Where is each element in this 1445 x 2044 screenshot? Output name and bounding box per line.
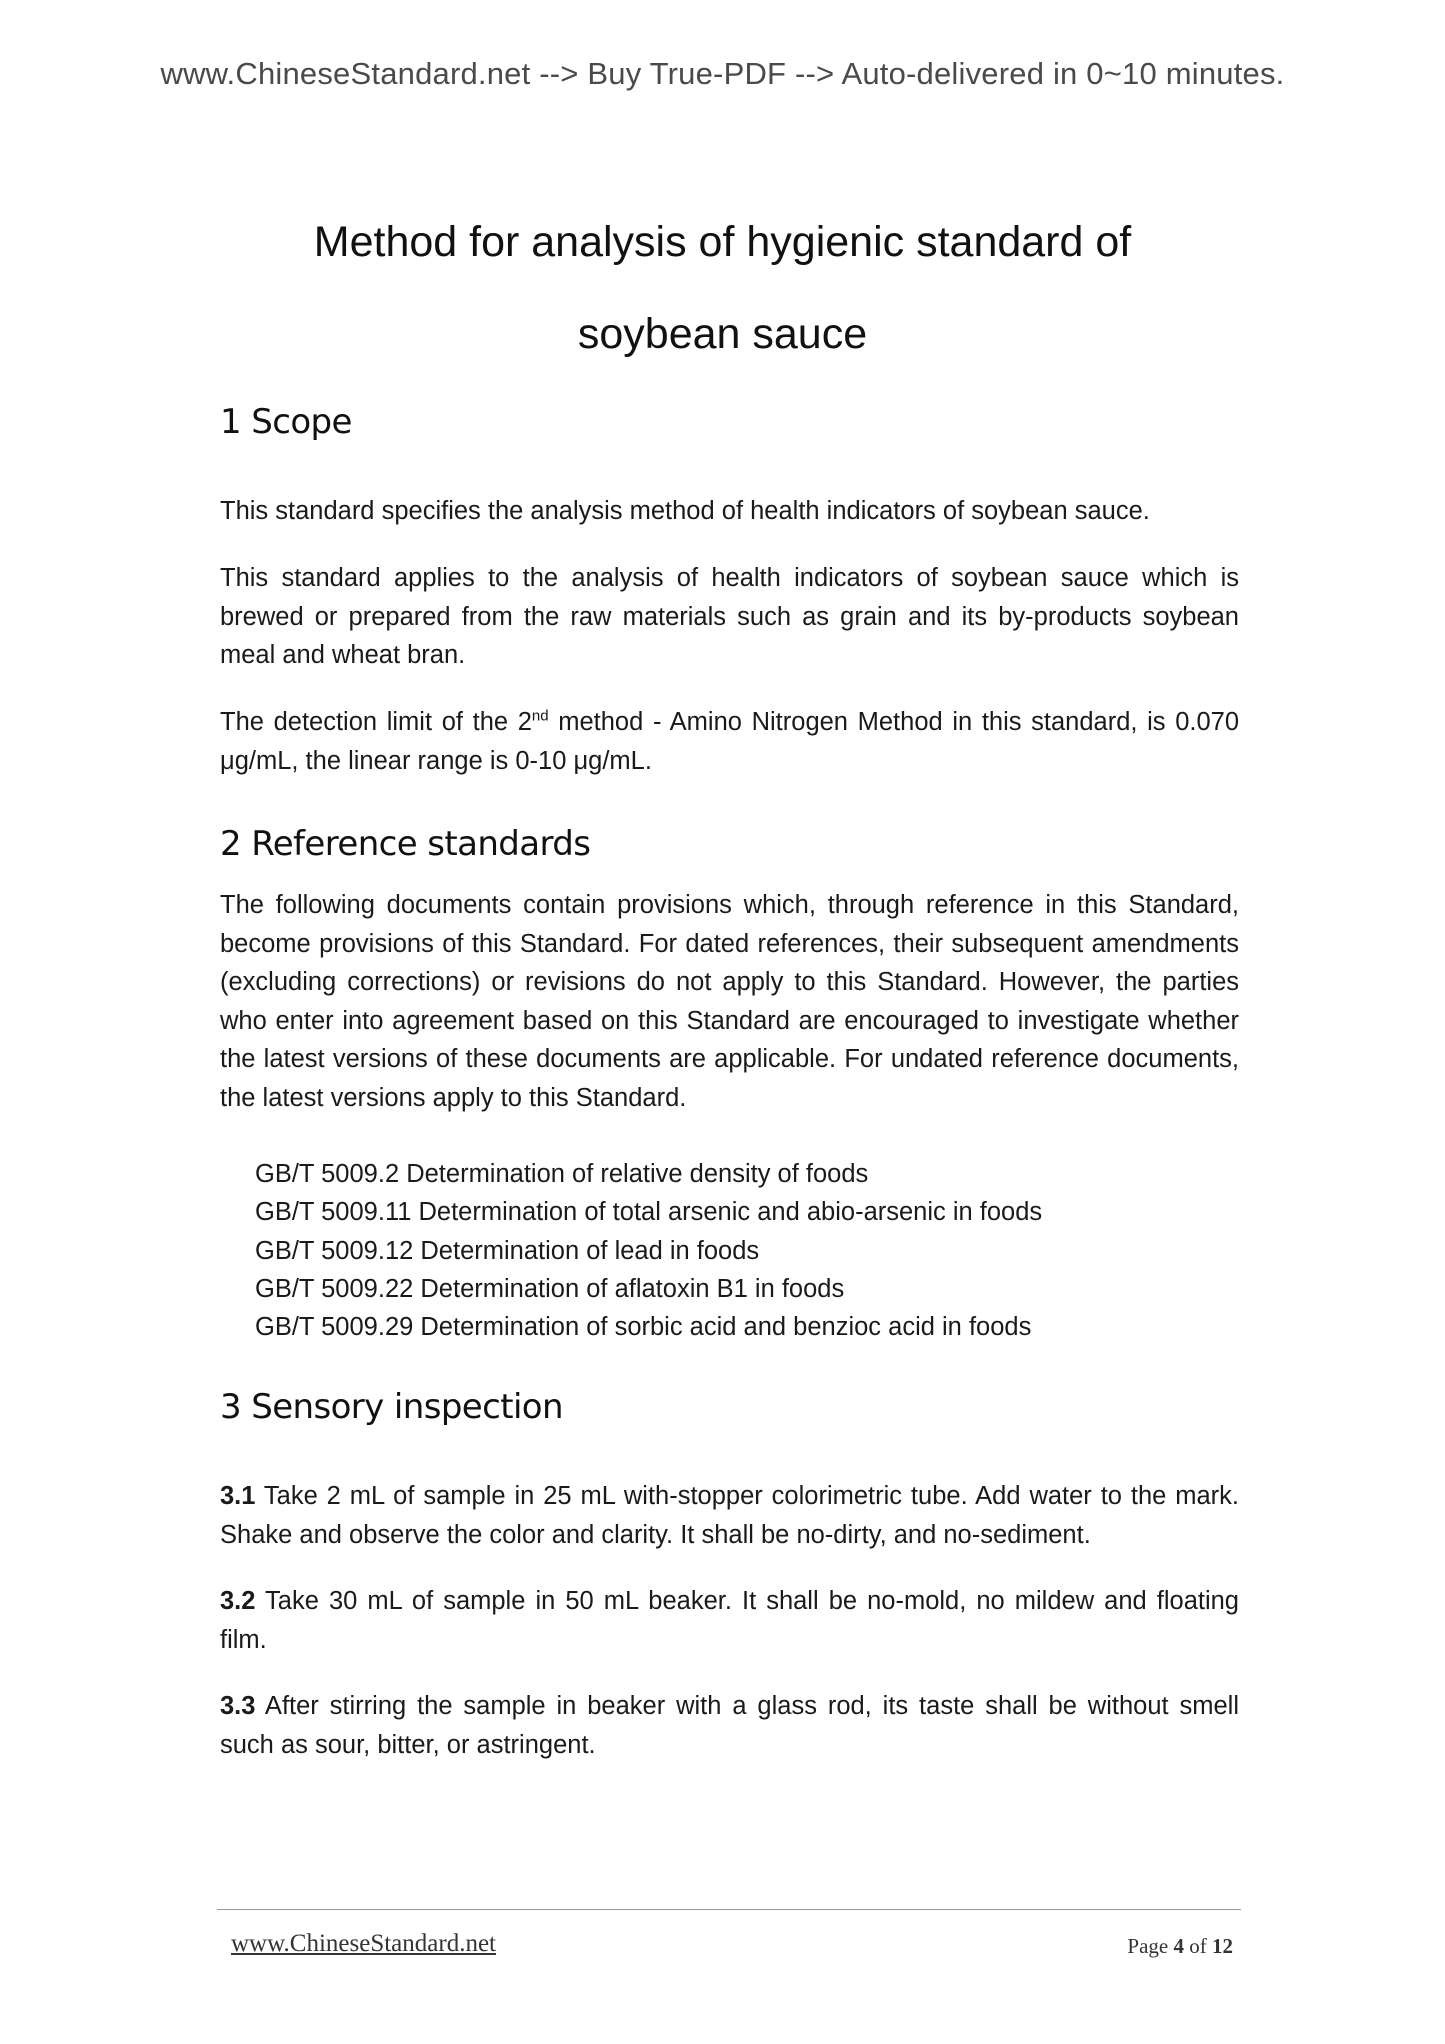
- reference-item: GB/T 5009.29 Determination of sorbic acid and benzioc acid in foods: [255, 1313, 1032, 1342]
- footer-site-link[interactable]: www.ChineseStandard.net: [231, 1930, 496, 1957]
- clause-number: 3.3: [220, 1692, 256, 1720]
- page-current: 4: [1173, 1934, 1184, 1958]
- document-title-line-2: soybean sauce: [577, 310, 868, 358]
- clause-number: 3.2: [220, 1587, 256, 1615]
- clause-text: Take 2 mL of sample in 25 mL with-stopper colorimetric tube. Add water to the mark. Shake and observe the color and clarity. It shall be no-dirty, and no-sediment.: [220, 1482, 1239, 1549]
- section-heading-scope: 1 Scope: [220, 402, 352, 442]
- clause-3-2: [220, 1582, 1239, 1659]
- reference-list: [255, 1155, 1042, 1346]
- page-total: 12: [1212, 1934, 1233, 1958]
- scope-paragraph-1: This standard specifies the analysis method of health indicators of soybean sauce.: [220, 497, 1150, 525]
- page-mid: of: [1184, 1934, 1212, 1958]
- clause-3-1: [220, 1477, 1239, 1554]
- reference-item: GB/T 5009.22 Determination of aflatoxin B1 in foods: [255, 1274, 845, 1303]
- clause-3-3: [220, 1687, 1239, 1764]
- document-title: [0, 196, 1445, 380]
- section-heading-sensory: 3 Sensory inspection: [220, 1387, 563, 1427]
- scope-paragraph-3: [220, 703, 1239, 780]
- references-intro-paragraph: The following documents contain provisions which, through reference in this Standard, become provisions of this Standard. For dated references, their subsequent amendments (excluding corrections) or revisions do not apply to this Standard. However, the parties who enter into agreement based on this Standard are encouraged to investigate whether the latest versions of these documents are applicable. For undated reference documents, the latest versions apply to this Standard.: [220, 891, 1239, 1112]
- page-indicator: [1127, 1934, 1233, 1959]
- clause-text: After stirring the sample in beaker with a glass rod, its taste shall be without smell such as sour, bitter, or astringent.: [220, 1692, 1239, 1759]
- reference-item: GB/T 5009.2 Determination of relative density of foods: [255, 1160, 869, 1188]
- reference-item: GB/T 5009.11 Determination of total arsenic and abio-arsenic in foods: [255, 1198, 1043, 1227]
- top-banner[interactable]: www.ChineseStandard.net --> Buy True-PDF --> Auto-delivered in 0~10 minutes.: [160, 56, 1285, 91]
- scope-p3-start: The detection limit of the 2: [220, 708, 532, 736]
- scope-p3-end: method - Amino Nitrogen Method in this standard, is 0.070 μg/mL, the linear range is 0-10 μg/mL.: [220, 708, 1240, 775]
- ordinal-superscript: nd: [531, 707, 549, 725]
- clause-text: Take 30 mL of sample in 50 mL beaker. It shall be no-mold, no mildew and floating film.: [220, 1587, 1239, 1654]
- reference-item: GB/T 5009.12 Determination of lead in foods: [255, 1236, 760, 1265]
- clause-number: 3.1: [220, 1482, 256, 1510]
- document-title-line-1: Method for analysis of hygienic standard of: [313, 218, 1132, 266]
- scope-paragraph-2: This standard applies to the analysis of health indicators of soybean sauce which is brewed or prepared from the raw materials such as grain and its by-products soybean meal and wheat bran.: [220, 564, 1239, 669]
- section-heading-references: 2 Reference standards: [220, 824, 591, 864]
- page-prefix: Page: [1127, 1934, 1174, 1958]
- footer-divider: [217, 1909, 1241, 1910]
